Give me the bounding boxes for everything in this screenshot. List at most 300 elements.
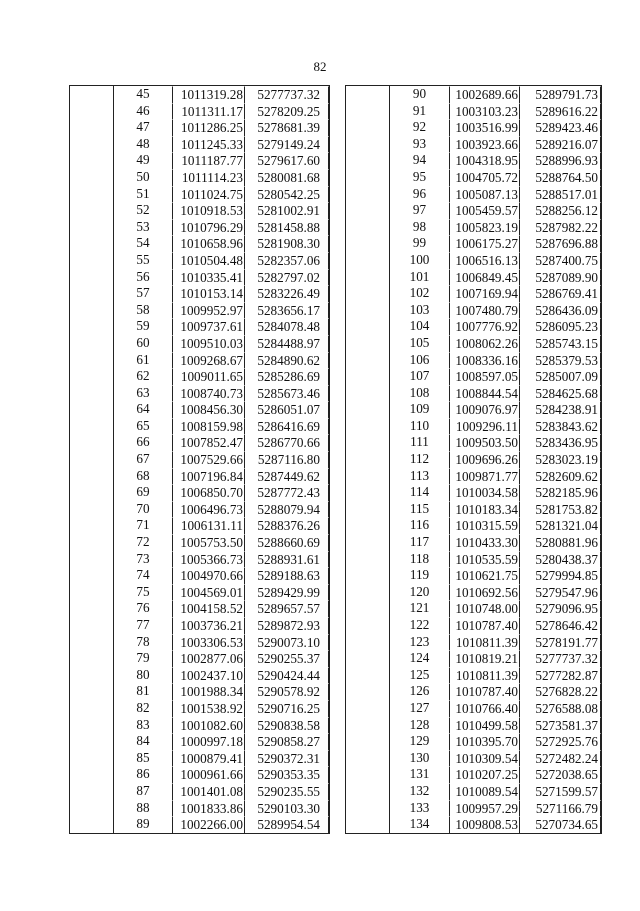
x-coordinate: 1006175.27 [449, 235, 519, 252]
row-blank-cell [70, 103, 114, 120]
table-row [346, 252, 601, 269]
x-coordinate: 1009957.29 [449, 800, 519, 817]
point-number: 130 [409, 749, 430, 765]
page-number: 82 [313, 59, 327, 74]
row-blank-cell [346, 717, 390, 734]
x-coordinate: 1010658.96 [172, 235, 244, 252]
row-blank-cell [346, 584, 390, 601]
row-blank-cell [70, 551, 114, 568]
table-row [70, 501, 329, 518]
point-number: 81 [136, 683, 150, 699]
y-coordinate: 5278191.77 [519, 634, 601, 651]
point-number: 122 [409, 617, 430, 632]
table-row [70, 783, 329, 800]
y-coordinate: 5282609.62 [519, 468, 601, 485]
x-coordinate: 1004158.52 [172, 600, 244, 617]
row-blank-cell [346, 501, 390, 518]
table-row [70, 484, 329, 501]
y-coordinate: 5290578.92 [244, 683, 329, 700]
point-number: 84 [136, 733, 150, 749]
x-coordinate: 1010692.56 [449, 584, 519, 601]
point-number: 120 [409, 583, 430, 599]
point-number: 123 [409, 633, 430, 649]
y-coordinate: 5282797.02 [244, 269, 329, 286]
row-blank-cell [70, 816, 114, 833]
y-coordinate: 5290353.35 [244, 766, 329, 783]
table-row [70, 733, 329, 750]
row-blank-cell [70, 202, 114, 219]
table-row [346, 717, 601, 734]
y-coordinate: 5288256.12 [519, 202, 601, 219]
table-row [346, 152, 601, 169]
point-number: 102 [409, 285, 430, 301]
x-coordinate: 1010796.29 [172, 219, 244, 236]
table-row [70, 617, 329, 634]
point-number: 45 [136, 86, 150, 101]
table-row [70, 202, 329, 219]
row-blank-cell [70, 169, 114, 186]
row-blank-cell [346, 152, 390, 169]
row-blank-cell [346, 634, 390, 651]
table-row [346, 617, 601, 634]
x-coordinate: 1010918.53 [172, 202, 244, 219]
table-row [346, 567, 601, 584]
y-coordinate: 5290103.30 [244, 800, 329, 817]
row-blank-cell [346, 385, 390, 402]
point-number: 61 [136, 351, 150, 367]
x-coordinate: 1002266.00 [172, 816, 244, 833]
table-row [70, 700, 329, 717]
table-row [70, 103, 329, 120]
x-coordinate: 1003923.66 [449, 136, 519, 153]
row-blank-cell [70, 119, 114, 136]
x-coordinate: 1003103.23 [449, 103, 519, 120]
y-coordinate: 5281753.82 [519, 501, 601, 518]
row-blank-cell [346, 202, 390, 219]
table-row [70, 269, 329, 286]
table-row [70, 318, 329, 335]
table-row [70, 235, 329, 252]
x-coordinate: 1001401.08 [172, 783, 244, 800]
point-number: 133 [409, 799, 430, 815]
point-number: 100 [409, 251, 430, 267]
x-coordinate: 1002877.06 [172, 650, 244, 667]
y-coordinate: 5279149.24 [244, 136, 329, 153]
x-coordinate: 1006849.45 [449, 269, 519, 286]
row-blank-cell [70, 418, 114, 435]
y-coordinate: 5288660.69 [244, 534, 329, 551]
x-coordinate: 1010811.39 [449, 667, 519, 684]
y-coordinate: 5287089.90 [519, 269, 601, 286]
y-coordinate: 5280542.25 [244, 186, 329, 203]
y-coordinate: 5276828.22 [519, 683, 601, 700]
row-blank-cell [346, 335, 390, 352]
row-blank-cell [70, 534, 114, 551]
y-coordinate: 5276588.08 [519, 700, 601, 717]
y-coordinate: 5289791.73 [519, 86, 601, 103]
y-coordinate: 5281321.04 [519, 517, 601, 534]
point-number: 52 [136, 202, 150, 218]
x-coordinate: 1011024.75 [172, 186, 244, 203]
x-coordinate: 1005087.13 [449, 186, 519, 203]
y-coordinate: 5289216.07 [519, 136, 601, 153]
table-row [346, 434, 601, 451]
y-coordinate: 5290255.37 [244, 650, 329, 667]
point-number: 86 [136, 766, 150, 782]
y-coordinate: 5288079.94 [244, 501, 329, 518]
point-number: 125 [409, 666, 430, 682]
row-blank-cell [70, 385, 114, 402]
point-number: 83 [136, 716, 150, 732]
y-coordinate: 5278209.25 [244, 103, 329, 120]
point-number: 92 [412, 119, 427, 135]
y-coordinate: 5285743.15 [519, 335, 601, 352]
point-number: 72 [136, 534, 150, 550]
x-coordinate: 1002437.10 [172, 667, 244, 684]
point-number: 77 [136, 617, 150, 632]
row-blank-cell [346, 401, 390, 418]
x-coordinate: 1005459.57 [449, 202, 519, 219]
row-blank-cell [70, 401, 114, 418]
x-coordinate: 1010819.21 [449, 650, 519, 667]
table-row [70, 634, 329, 651]
point-number: 113 [409, 467, 430, 483]
point-number: 46 [136, 102, 150, 118]
point-number: 107 [409, 368, 430, 384]
row-blank-cell [70, 800, 114, 817]
row-blank-cell [346, 352, 390, 369]
y-coordinate: 5281002.91 [244, 202, 329, 219]
y-coordinate: 5288764.50 [519, 169, 601, 186]
row-blank-cell [70, 567, 114, 584]
table-row [346, 86, 601, 103]
point-number: 74 [136, 567, 150, 583]
x-coordinate: 1004970.66 [172, 567, 244, 584]
row-blank-cell [70, 368, 114, 385]
point-number: 63 [136, 384, 150, 400]
x-coordinate: 1011319.28 [172, 86, 244, 103]
y-coordinate: 5273581.37 [519, 717, 601, 734]
y-coordinate: 5289872.93 [244, 617, 329, 634]
row-blank-cell [70, 700, 114, 717]
row-blank-cell [70, 783, 114, 800]
table-row [70, 352, 329, 369]
point-number: 116 [409, 517, 430, 533]
x-coordinate: 1005753.50 [172, 534, 244, 551]
y-coordinate: 5284625.68 [519, 385, 601, 402]
point-number: 87 [136, 782, 150, 798]
row-blank-cell [346, 534, 390, 551]
x-coordinate: 1010433.30 [449, 534, 519, 551]
point-number: 128 [409, 716, 430, 732]
right-table-grid [345, 85, 602, 834]
table-row [70, 750, 329, 767]
x-coordinate: 1009952.97 [172, 302, 244, 319]
row-blank-cell [346, 517, 390, 534]
point-number: 76 [136, 600, 150, 616]
table-row [346, 733, 601, 750]
row-blank-cell [346, 667, 390, 684]
table-row [70, 667, 329, 684]
x-coordinate: 1005366.73 [172, 551, 244, 568]
x-coordinate: 1001082.60 [172, 717, 244, 734]
table-row [346, 534, 601, 551]
row-blank-cell [70, 517, 114, 534]
y-coordinate: 5287982.22 [519, 219, 601, 236]
y-coordinate: 5279994.85 [519, 567, 601, 584]
x-coordinate: 1006516.13 [449, 252, 519, 269]
table-row [346, 683, 601, 700]
point-number: 70 [136, 500, 150, 516]
point-number: 96 [412, 185, 427, 201]
table-bottom-border [70, 833, 329, 834]
table-row [70, 418, 329, 435]
x-coordinate: 1005823.19 [449, 219, 519, 236]
x-coordinate: 1010395.70 [449, 733, 519, 750]
row-blank-cell [70, 600, 114, 617]
y-coordinate: 5286769.41 [519, 285, 601, 302]
table-row [70, 368, 329, 385]
table-row [346, 335, 601, 352]
x-coordinate: 1010621.75 [449, 567, 519, 584]
x-coordinate: 1006496.73 [172, 501, 244, 518]
row-blank-cell [346, 551, 390, 568]
row-blank-cell [346, 617, 390, 634]
y-coordinate: 5289429.99 [244, 584, 329, 601]
y-coordinate: 5277737.32 [244, 86, 329, 103]
point-number: 94 [412, 152, 427, 168]
x-coordinate: 1003516.99 [449, 119, 519, 136]
table-row [346, 451, 601, 468]
table-row [70, 186, 329, 203]
point-number: 51 [136, 185, 150, 201]
x-coordinate: 1010787.40 [449, 683, 519, 700]
row-blank-cell [346, 484, 390, 501]
table-row [346, 119, 601, 136]
row-blank-cell [70, 352, 114, 369]
point-number: 64 [136, 401, 150, 417]
table-row [346, 136, 601, 153]
y-coordinate: 5277282.87 [519, 667, 601, 684]
point-number: 90 [412, 86, 427, 101]
y-coordinate: 5272038.65 [519, 766, 601, 783]
x-coordinate: 1009737.61 [172, 318, 244, 335]
y-coordinate: 5280081.68 [244, 169, 329, 186]
row-blank-cell [70, 252, 114, 269]
x-coordinate: 1009268.67 [172, 352, 244, 369]
point-number: 71 [136, 517, 150, 533]
x-coordinate: 1009076.97 [449, 401, 519, 418]
point-number: 110 [409, 417, 430, 433]
y-coordinate: 5281908.30 [244, 235, 329, 252]
point-number: 85 [136, 749, 150, 765]
x-coordinate: 1006850.70 [172, 484, 244, 501]
point-number: 127 [409, 699, 430, 715]
y-coordinate: 5279547.96 [519, 584, 601, 601]
table-row [346, 700, 601, 717]
y-coordinate: 5287772.43 [244, 484, 329, 501]
y-coordinate: 5281458.88 [244, 219, 329, 236]
right-coordinate-table [345, 85, 602, 834]
y-coordinate: 5287400.75 [519, 252, 601, 269]
row-blank-cell [346, 451, 390, 468]
y-coordinate: 5288931.61 [244, 551, 329, 568]
point-number: 50 [136, 168, 150, 184]
row-blank-cell [70, 269, 114, 286]
table-row [346, 584, 601, 601]
x-coordinate: 1003306.53 [172, 634, 244, 651]
y-coordinate: 5289657.57 [244, 600, 329, 617]
y-coordinate: 5288517.01 [519, 186, 601, 203]
row-blank-cell [70, 152, 114, 169]
x-coordinate: 1007776.92 [449, 318, 519, 335]
table-row [70, 335, 329, 352]
point-number: 95 [412, 168, 427, 184]
row-blank-cell [70, 750, 114, 767]
x-coordinate: 1000997.18 [172, 733, 244, 750]
table-row [346, 634, 601, 651]
point-number: 59 [136, 318, 150, 334]
x-coordinate: 1011187.77 [172, 152, 244, 169]
point-number: 105 [409, 334, 430, 350]
x-coordinate: 1001538.92 [172, 700, 244, 717]
row-blank-cell [70, 186, 114, 203]
table-row [346, 600, 601, 617]
row-blank-cell [70, 318, 114, 335]
x-coordinate: 1006131.11 [172, 517, 244, 534]
table-row [70, 717, 329, 734]
table-row [70, 567, 329, 584]
row-blank-cell [346, 766, 390, 783]
y-coordinate: 5284078.48 [244, 318, 329, 335]
table-row [346, 103, 601, 120]
table-row [346, 484, 601, 501]
point-number: 111 [410, 434, 429, 450]
y-coordinate: 5280881.96 [519, 534, 601, 551]
y-coordinate: 5271599.57 [519, 783, 601, 800]
x-coordinate: 1004705.72 [449, 169, 519, 186]
x-coordinate: 1010499.58 [449, 717, 519, 734]
y-coordinate: 5290424.44 [244, 667, 329, 684]
point-number: 58 [136, 301, 150, 317]
x-coordinate: 1010034.58 [449, 484, 519, 501]
x-coordinate: 1007169.94 [449, 285, 519, 302]
y-coordinate: 5282185.96 [519, 484, 601, 501]
table-row [70, 650, 329, 667]
row-blank-cell [346, 219, 390, 236]
x-coordinate: 1011245.33 [172, 136, 244, 153]
table-row [346, 352, 601, 369]
y-coordinate: 5280438.37 [519, 551, 601, 568]
point-number: 65 [136, 417, 150, 433]
row-blank-cell [70, 584, 114, 601]
row-blank-cell [70, 302, 114, 319]
y-coordinate: 5283436.95 [519, 434, 601, 451]
y-coordinate: 5290372.31 [244, 750, 329, 767]
point-number: 126 [409, 683, 430, 699]
point-number: 53 [136, 218, 150, 234]
point-number: 62 [136, 368, 150, 384]
x-coordinate: 1010787.40 [449, 617, 519, 634]
row-blank-cell [346, 86, 390, 103]
table-row [346, 468, 601, 485]
row-blank-cell [346, 252, 390, 269]
point-number: 106 [409, 351, 430, 367]
x-coordinate: 1010207.25 [449, 766, 519, 783]
row-blank-cell [346, 434, 390, 451]
table-row [70, 534, 329, 551]
table-row [70, 551, 329, 568]
table-row [70, 683, 329, 700]
point-number: 89 [136, 816, 150, 832]
table-row [70, 169, 329, 186]
table-row [70, 517, 329, 534]
x-coordinate: 1009011.65 [172, 368, 244, 385]
row-blank-cell [70, 484, 114, 501]
left-table-grid [69, 85, 330, 834]
table-row [346, 385, 601, 402]
x-coordinate: 1007529.66 [172, 451, 244, 468]
point-number: 131 [409, 766, 430, 782]
row-blank-cell [346, 318, 390, 335]
row-blank-cell [346, 186, 390, 203]
row-blank-cell [70, 434, 114, 451]
row-blank-cell [70, 451, 114, 468]
point-number: 88 [136, 799, 150, 815]
y-coordinate: 5272482.24 [519, 750, 601, 767]
table-bottom-border [346, 833, 601, 834]
point-number: 118 [409, 550, 430, 566]
y-coordinate: 5283023.19 [519, 451, 601, 468]
row-blank-cell [346, 800, 390, 817]
x-coordinate: 1009808.53 [449, 816, 519, 833]
y-coordinate: 5290073.10 [244, 634, 329, 651]
y-coordinate: 5287696.88 [519, 235, 601, 252]
table-row [346, 816, 601, 833]
table-row [346, 235, 601, 252]
y-coordinate: 5284488.97 [244, 335, 329, 352]
point-number: 60 [136, 334, 150, 350]
x-coordinate: 1010535.59 [449, 551, 519, 568]
table-row [346, 219, 601, 236]
y-coordinate: 5289616.22 [519, 103, 601, 120]
table-row [70, 285, 329, 302]
y-coordinate: 5277737.32 [519, 650, 601, 667]
y-coordinate: 5283226.49 [244, 285, 329, 302]
table-row [70, 816, 329, 833]
y-coordinate: 5290858.27 [244, 733, 329, 750]
x-coordinate: 1010766.40 [449, 700, 519, 717]
row-blank-cell [70, 136, 114, 153]
x-coordinate: 1010309.54 [449, 750, 519, 767]
y-coordinate: 5290235.55 [244, 783, 329, 800]
row-blank-cell [346, 700, 390, 717]
point-number: 55 [136, 251, 150, 267]
y-coordinate: 5285379.53 [519, 352, 601, 369]
table-row [346, 766, 601, 783]
table-row [346, 302, 601, 319]
y-coordinate: 5282357.06 [244, 252, 329, 269]
point-number: 121 [409, 600, 430, 616]
row-blank-cell [346, 103, 390, 120]
x-coordinate: 1009696.26 [449, 451, 519, 468]
y-coordinate: 5289188.63 [244, 567, 329, 584]
row-blank-cell [346, 368, 390, 385]
x-coordinate: 1008597.05 [449, 368, 519, 385]
x-coordinate: 1000879.41 [172, 750, 244, 767]
y-coordinate: 5270734.65 [519, 816, 601, 833]
point-number: 109 [409, 401, 430, 417]
